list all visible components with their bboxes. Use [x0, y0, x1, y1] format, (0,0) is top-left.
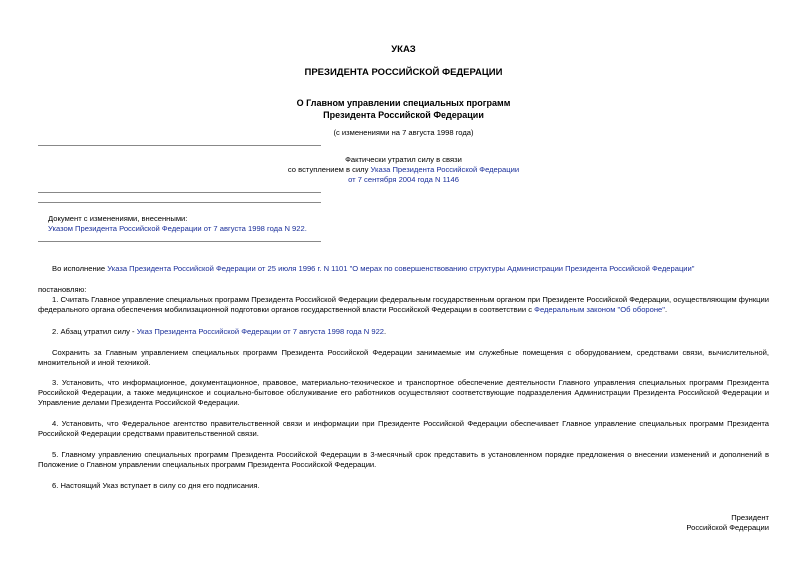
paragraph-6: 6. Настоящий Указ вступает в силу со дня его подписания.	[52, 481, 260, 490]
paragraph-2: 2. Абзац утратил силу - Указ Президента Российской Федерации от 7 августа 1998 года N 922.	[52, 327, 387, 336]
paragraph-3: 3. Установить, что информационное, документационное, правовое, материально-техническое и транспортное обеспечение деятельности Главного управления специальных программ Президента Российской Федерации, а также медицинское и социально-бытовое обслуживание его работников осуществляют соответствующие подразделения Администрации Президента Российской Федерации и Управление делами Президента Российской Федерации.	[38, 378, 769, 408]
amendments-label: Документ с изменениями, внесенными:	[48, 214, 188, 223]
status-line-2	[38, 165, 769, 175]
preamble-decree-link[interactable]: Указа Президента Российской Федерации от 25 июля 1996 г. N 1101 "О мерах по совершенствованию структуры Администрации Президента Российской Федерации"	[107, 264, 695, 273]
divider	[38, 241, 321, 242]
divider	[38, 192, 321, 193]
decree-title: УКАЗ	[391, 44, 416, 55]
paragraph-4: 4. Установить, что Федеральное агентство правительственной связи и информации при Президенте Российской Федерации обеспечивает Главное управление специальных программ Президента Российской Федерации средствами правительственной связи.	[38, 419, 769, 439]
status-block	[38, 155, 769, 185]
signature-line-1: Президент	[731, 513, 769, 522]
paragraph-1-text: 1. Считать Главное управление специальных программ Президента Российской Федерации федеральным государственным органом при Президенте Российской Федерации, осуществляющим функции федерального органа обеспечения мобилизационной подготовки органов государственной власти Российской Федерации в соответствии с	[38, 295, 769, 315]
paragraph-1: постановляю: 1. Считать Главное управление специальных программ Президента Российской Федерации федеральным государственным органом при Президенте Российской Федерации, осуществляющим функции федерального органа обеспечения мобилизационной подготовки органов государственной власти Российской Федерации в соответствии с Федеральным законом "Об обороне".	[38, 285, 769, 315]
status-prefix: со вступлением в силу	[287, 165, 371, 175]
document-page	[38, 0, 769, 571]
paragraph-2-text: 2. Абзац утратил силу -	[52, 327, 137, 336]
repealing-decree-link[interactable]: Указа Президента Российской Федерации	[370, 165, 520, 175]
decree-subject	[38, 98, 769, 121]
decree-922-link[interactable]: Указ Президента Российской Федерации от 7 августа 1998 года N 922	[136, 327, 385, 336]
changes-note: (с изменениями на 7 августа 1998 года)	[333, 128, 474, 137]
status-line-1: Фактически утратил силу в связи	[345, 155, 462, 164]
signature-block	[686, 513, 769, 533]
issuer-title: ПРЕЗИДЕНТА РОССИЙСКОЙ ФЕДЕРАЦИИ	[304, 67, 503, 78]
subject-line-2: Президента Российской Федерации	[323, 109, 484, 120]
paragraph-premises: Сохранить за Главным управлением специальных программ Президента Российской Федерации занимаемые им служебные помещения с оборудованием, средствами связи, вычислительной, множительной и иной техникой.	[38, 348, 769, 368]
defense-law-link[interactable]: Федеральным законом "Об обороне"	[534, 305, 665, 315]
divider	[38, 202, 321, 203]
amending-decree-link[interactable]: Указом Президента Российской Федерации от 7 августа 1998 года N 922.	[48, 224, 307, 234]
signature-line-2: Российской Федерации	[686, 523, 769, 533]
decree-word: постановляю:	[38, 285, 87, 294]
repealing-decree-date-link[interactable]: от 7 сентября 2004 года N 1146	[348, 175, 459, 185]
amendments-block	[48, 214, 448, 234]
subject-line-1: О Главном управлении специальных программ	[296, 98, 511, 108]
preamble-prefix: Во исполнение	[52, 264, 108, 273]
preamble-paragraph	[38, 264, 769, 274]
paragraph-5: 5. Главному управлению специальных программ Президента Российской Федерации в 3-месячный срок представить в установленном порядке предложения о внесении изменений и дополнений в Положение о Главном управлении специальных программ Президента Российской Федерации.	[38, 450, 769, 470]
divider	[38, 145, 321, 146]
